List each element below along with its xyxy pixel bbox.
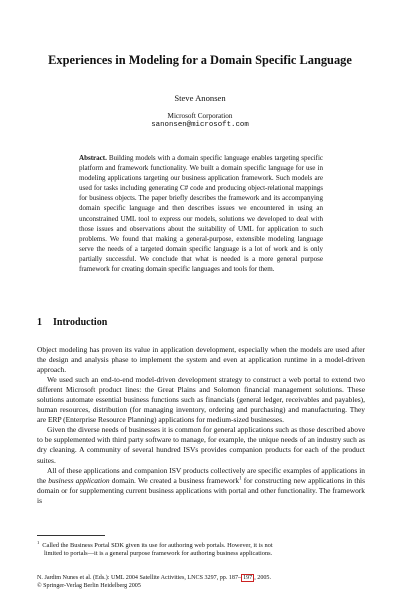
author-affiliation: Microsoft Corporation — [167, 112, 233, 120]
footnote — [37, 539, 367, 559]
abstract-text: Building models with a domain specific language enables targeting specific platform and framework functionality. We built a domain specific language for use in modeling applications targeting our business application framework. Such models are used for tasks including generating C# code and producing object-relational mappings for business objects. The paper briefly describes the framework and its accompanying domain specific language and then describes issues we encountered in using an unconstrained UML tool to express our models, solutions we developed to deal with those issues and observations about the suitability of UML for application to such problems. We found that making a general-purpose, extensible modeling language serve the needs of a targeted domain specific language is a lot of work and is only partially successful. We conclude that what is needed is a more general purpose framework for creating domain specific languages and tools for them. — [79, 154, 324, 274]
paper-title: Experiences in Modeling for a Domain Specific Language — [48, 53, 352, 67]
citation-line — [37, 574, 367, 582]
citation-page-link[interactable]: 197 — [243, 575, 253, 581]
footnote-line-1: Called the Business Portal SDK given its use for authoring web portals. However, it is not — [42, 542, 273, 549]
section-number: 1 — [37, 317, 42, 328]
paragraph-4 — [37, 466, 365, 506]
paragraph-1: Object modeling has proven its value in application development, especially when the models are used after the design and analysis phase to implement the system and even at application runtime in a model-driven approach. — [37, 345, 365, 375]
paragraph-4-part-c: for constructing new applications in this domain or for supplementing current business applications with portal and other functionality. The framework is — [37, 475, 365, 505]
abstract — [79, 153, 323, 274]
copyright-line: © Springer-Verlag Berlin Heidelberg 2005 — [37, 583, 141, 590]
publication-info — [37, 574, 367, 591]
footnote-number: 1 — [37, 539, 40, 545]
footnote-line-2: limited to portals—it is a general purpose framework for authoring business applications. — [44, 550, 273, 558]
footnote-rule — [37, 535, 105, 536]
paragraph-4-part-b: domain. We created a business framework — [109, 475, 240, 485]
section-title: Introduction — [53, 317, 108, 328]
paragraph-4-emphasis: business application — [48, 475, 110, 485]
paragraph-4-part-a: All of these applications and companion ISV products collectively are specific examples of applications in the — [37, 465, 365, 485]
footnote-marker[interactable]: 1 — [239, 476, 242, 482]
paragraph-3: Given the diverse needs of businesses it is common for general applications such as those described above to be supplemented with third party software to manage, for example, the unique needs of an industry such as dry cleaning. A community of several hundred ISVs provides companion products for each of the product suites. — [37, 425, 365, 465]
author-email: sanonsen@microsoft.com — [151, 121, 249, 129]
body-text — [37, 345, 365, 506]
citation-prefix: N. Jardim Nunes et al. (Eds.): UML 2004 Satellite Activities, LNCS 3297, pp. 187– — [37, 575, 242, 581]
abstract-label: Abstract. — [79, 154, 107, 162]
section-heading — [37, 317, 107, 329]
paragraph-2: We used such an end-to-end model-driven development strategy to construct a web portal to extend two different Microsoft product lines: the Great Plains and Solomon financial management solutions. These solutions automate essential business functions such as financials (general ledger, receivables and payables), human resources, distribution (for managing inventory, ordering and purchasing) and manufacturing. They are ERP (Enterprise Resource Planning) applications for medium-sized businesses. — [37, 375, 365, 425]
citation-suffix: , 2005. — [254, 575, 271, 581]
author-name: Steve Anonsen — [174, 93, 226, 103]
